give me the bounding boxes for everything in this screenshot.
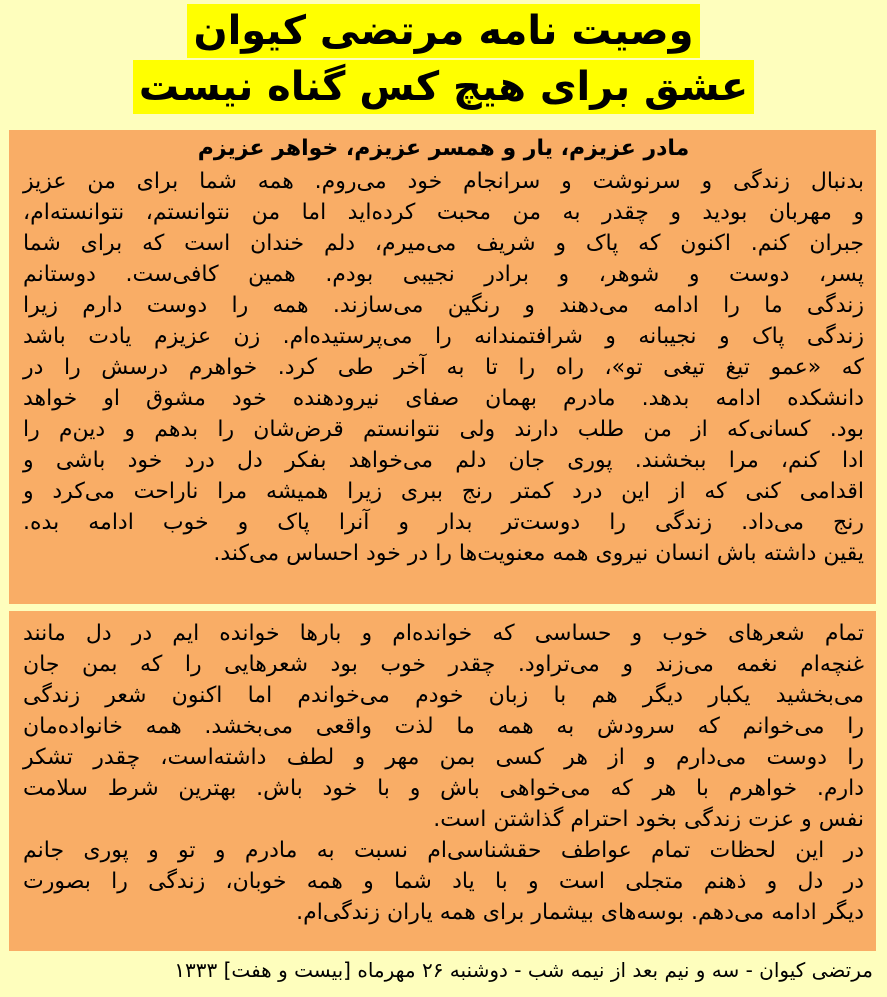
paragraph2-line: دارم. خواهرم با هر که می‌خواهی باش و با خود باش. بهترین شرط سلامت [23,776,864,801]
paragraph2-line: نفس و عزت زندگی بخود احترام گذاشتن است. [433,807,864,832]
paragraph-2 [23,618,864,928]
paragraph2-line: در دل و ذهنم متجلی است و با یاد شما و همه خوبان، زندگی را بصورت [23,869,864,894]
letter-panel-1 [9,130,876,604]
title-line-2: عشق برای هیچ کس گناه نیست [133,60,754,114]
paragraph1-line: دانشکده ادامه بدهد. مادرم بهمان صفای نیرودهنده خود مشوق او خواهد [23,386,864,411]
paragraph1-line: اقدامی کنی که از این درد کمتر رنج ببری زیرا همیشه مرا ناراحت می‌کرد و [23,479,864,504]
letter-panel-2 [9,611,876,951]
paragraph1-line: بود. کسانی‌که از من طلب دارند ولی نتوانستم قرض‌شان را بدهم و دین‌م را [23,417,864,442]
paragraph1-line: که «عمو تیغ تیغی تو»، راه را تا به آخر طی کرد. خواهرم درسش را در [23,355,864,380]
paragraph-1 [23,166,864,569]
paragraph1-line: ادا کنم، مرا ببخشند. پوری جان دلم می‌خواهد بفکر دل درد خود باشی و [23,448,864,473]
paragraph1-line: زندگی ما را ادامه می‌دهند و رنگین می‌سازند. همه را دوست دارم زیرا [23,293,864,318]
title-line-1: وصیت نامه مرتضی کیوان [187,4,699,58]
paragraph2-line: را می‌خوانم که سرودش به همه ما لذت واقعی می‌بخشد. همه خانواده‌مان [23,714,864,739]
paragraph2-line: تمام شعرهای خوب و حساسی که خوانده‌ام و بارها خوانده ایم در دل مانند [23,621,864,646]
paragraph1-line: یقین داشته باش انسان نیروی همه معنویت‌ها را در خود احساس می‌کند. [213,541,864,566]
title-block [0,4,887,116]
paragraph1-line: و مهربان بودید و چقدر به من محبت کرده‌اید اما من نتوانستم، نتوانسته‌ام، [23,200,864,225]
paragraph1-line: رنج می‌داد. زندگی را دوست‌تر بدار و آنرا پاک و خوب ادامه بده. [23,510,864,535]
paragraph2-line: را دوست می‌دارم و از هر کسی بمن مهر و لطف داشته‌است، چقدر تشکر [23,745,864,770]
paragraph2-line: غنچه‌ام نغمه می‌زند و می‌تراود. چقدر خوب بود شعرهایی را که بمن جان [23,652,864,677]
paragraph2-line: در این لحظات تمام عواطف حقشناسی‌ام نسبت به مادرم و تو و پوری جانم [23,838,864,863]
paragraph1-line: بدنبال زندگی و سرنوشت و سرانجام خود می‌روم. همه شما برای من عزیز [23,169,864,194]
signature: مرتضی کیوان - سه و نیم بعد از نیمه شب - دوشنبه ۲۶ مهرماه [بیست و هفت] ۱۳۳۳ [174,958,873,982]
paragraph1-line: پسر، دوست و شوهر، و برادر نجیبی بودم. همین کافی‌ست. دوستانم [23,262,864,287]
paragraph1-line: جبران کنم. اکنون که پاک و شریف می‌میرم، دلم خندان است که برای شما [23,231,864,256]
greeting: مادر عزیزم، یار و همسر عزیزم، خواهر عزیزم [197,136,690,161]
paragraph1-line: زندگی پاک و نجیبانه و شرافتمندانه را می‌پرستیده‌ام. زن عزیزم یادت باشد [23,324,864,349]
paragraph2-line: دیگر ادامه می‌دهم. بوسه‌های بیشمار برای همه یاران زندگی‌ام. [296,900,864,925]
paragraph2-line: می‌بخشید یکبار دیگر هم با زبان خودم می‌خواندم اما اکنون شعر زندگی [23,683,864,708]
